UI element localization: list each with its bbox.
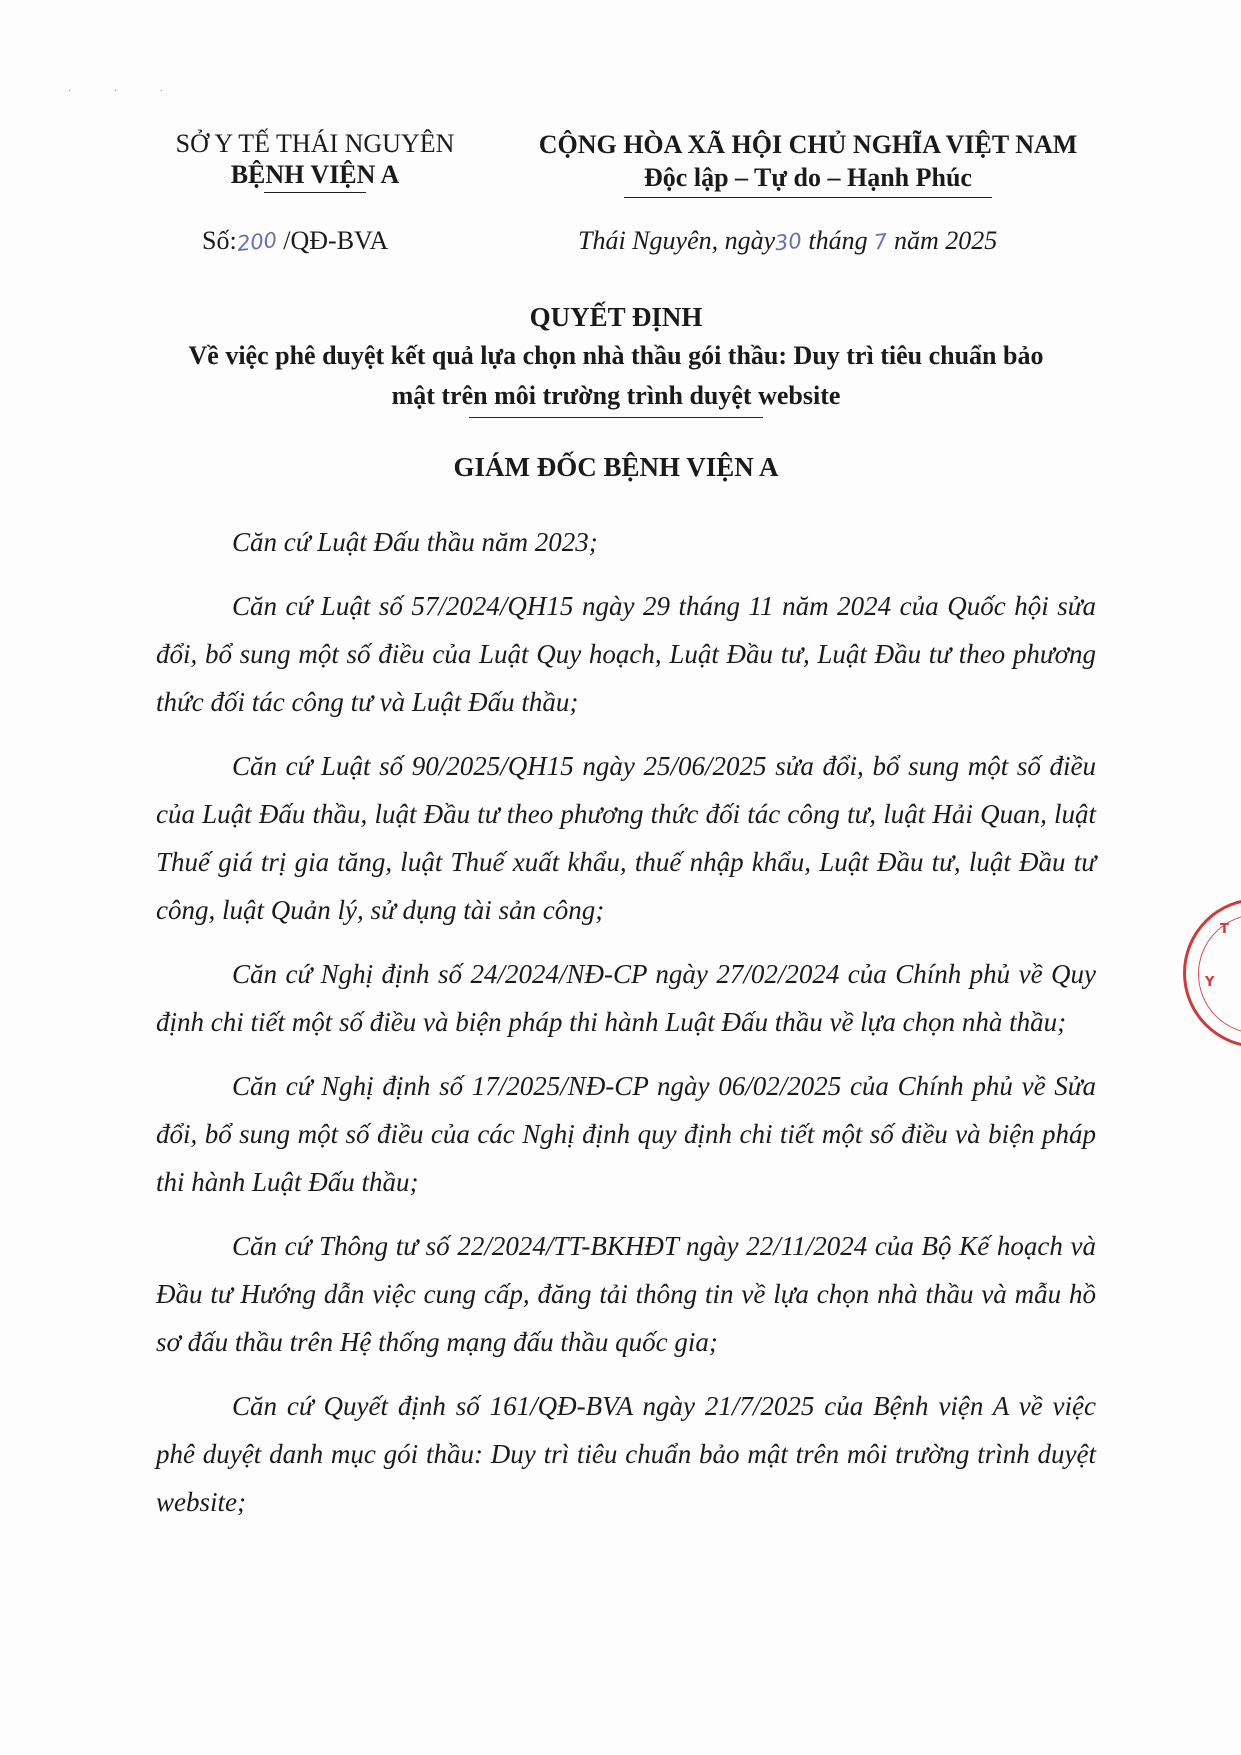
national-motto: Độc lập – Tự do – Hạnh Phúc [644, 163, 972, 192]
handwritten-number: 200 [235, 227, 278, 257]
national-header [518, 128, 1098, 198]
legal-basis-paragraph: Căn cứ Nghị định số 17/2025/NĐ-CP ngày 06/02/2025 của Chính phủ về Sửa đổi, bổ sung một số điều của các Nghị định quy định chi tiết một số điều và biện pháp thi hành Luật Đấu thầu; [156, 1071, 1096, 1197]
handwritten-month: 7 [872, 229, 889, 255]
legal-basis-paragraph: Căn cứ Luật số 57/2024/QH15 ngày 29 tháng 11 năm 2024 của Quốc hội sửa đổi, bổ sung một số điều của Luật Quy hoạch, Luật Đầu tư, Luật Đầu tư theo phương thức đối tác công tư và Luật Đấu thầu; [156, 591, 1096, 717]
decision-subject: Về việc phê duyệt kết quả lựa chọn nhà thầu gói thầu: Duy trì tiêu chuẩn bảo mật trên môi trường trình duyệt website [188, 341, 1044, 410]
parent-organization: SỞ Y TẾ THÁI NGUYÊN [175, 129, 455, 158]
header-left-underline [264, 192, 366, 193]
place-prefix: Thái Nguyên, ngày [578, 226, 776, 255]
doc-number-prefix: Số: [202, 226, 237, 255]
organization-name: BỆNH VIỆN A [230, 160, 400, 189]
handwritten-day: 30 [773, 228, 804, 256]
legal-basis-paragraph: Căn cứ Luật Đấu thầu năm 2023; [232, 527, 598, 557]
doc-number-suffix: /QĐ-BVA [283, 226, 389, 255]
decision-title [150, 298, 1082, 418]
title-underline [469, 417, 763, 418]
year-label: năm 2025 [894, 226, 998, 255]
month-label: tháng [808, 226, 868, 255]
issuing-organization [150, 128, 480, 193]
header-right-underline [624, 197, 992, 198]
document-type: QUYẾT ĐỊNH [529, 302, 703, 332]
legal-basis-paragraph: Căn cứ Nghị định số 24/2024/NĐ-CP ngày 27/02/2024 của Chính phủ về Quy định chi tiết một số điều và biện pháp thi hành Luật Đấu thầu về lựa chọn nhà thầu; [156, 959, 1096, 1037]
legal-basis-paragraph: Căn cứ Luật số 90/2025/QH15 ngày 25/06/2025 sửa đổi, bổ sung một số điều của Luật Đấu thầu, luật Đầu tư theo phương thức đối tác công tư, luật Hải Quan, luật Thuế giá trị gia tăng, luật Thuế xuất khẩu, thuế nhập khẩu, Luật Đầu tư, luật Đầu tư công, luật Quản lý, sử dụng tài sản công; [156, 751, 1096, 925]
legal-basis-paragraph: Căn cứ Thông tư số 22/2024/TT-BKHĐT ngày 22/11/2024 của Bộ Kế hoạch và Đầu tư Hướng dẫn việc cung cấp, đăng tải thông tin về lựa chọn nhà thầu và mẫu hồ sơ đấu thầu trên Hệ thống mạng đấu thầu quốc gia; [156, 1231, 1096, 1357]
country-name: CỘNG HÒA XÃ HỘI CHỦ NGHĨA VIỆT NAM [538, 130, 1078, 159]
legal-bases [156, 518, 1096, 1542]
legal-basis-paragraph: Căn cứ Quyết định số 161/QĐ-BVA ngày 21/7/2025 của Bệnh viện A về việc phê duyệt danh mục gói thầu: Duy trì tiêu chuẩn bảo mật trên môi trường trình duyệt website; [156, 1391, 1096, 1517]
seal-glyph: Y [1205, 975, 1215, 990]
place-and-date [578, 226, 997, 256]
issuing-authority: GIÁM ĐỐC BỆNH VIỆN A [453, 452, 779, 482]
scan-specks: · · · [68, 86, 183, 97]
seal-glyph: T [1220, 922, 1229, 937]
document-number [202, 226, 388, 256]
